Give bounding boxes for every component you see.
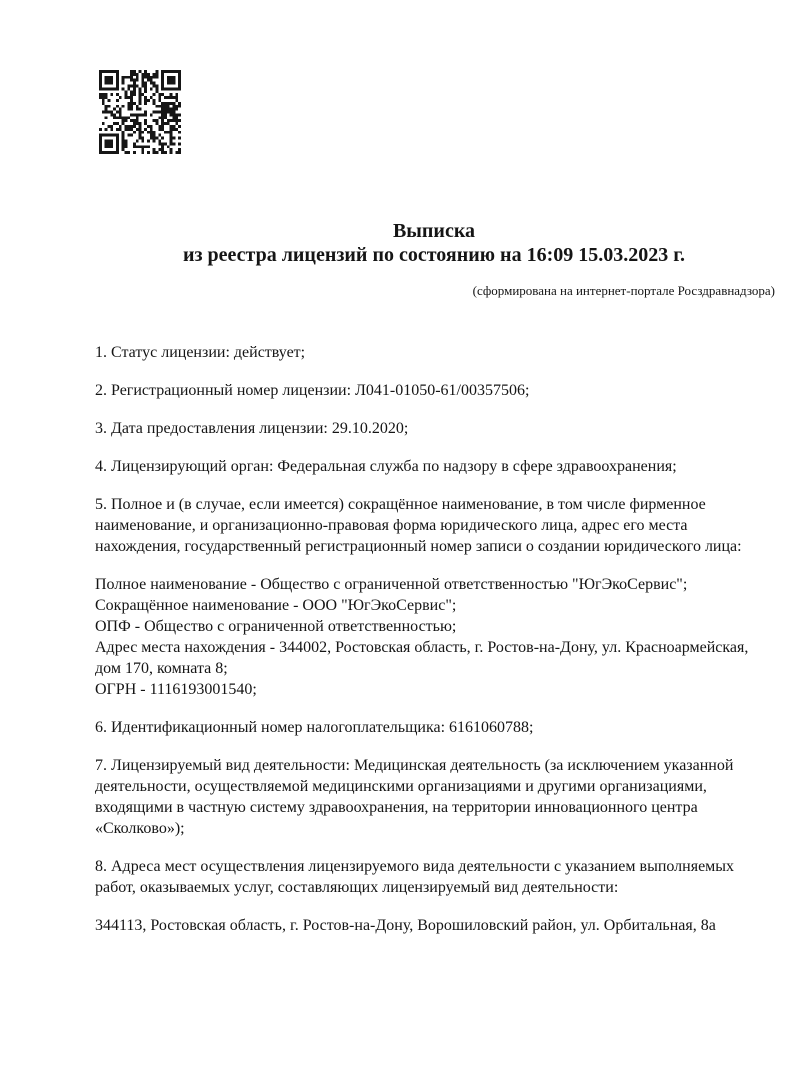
text-line: входящими в частную систему здравоохранения, на территории инновационного центра [95,799,698,816]
paragraph-grant-date [95,418,795,439]
text-line: 5. Полное и (в случае, если имеется) сокращённое наименование, в том числе фирменное [95,496,706,513]
text-line: 344113, Ростовская область, г. Ростов-на-Дону, Ворошиловский район, ул. Орбитальная, 8а [95,917,716,934]
paragraph-taxpayer-id [95,717,795,738]
text-line: ОГРН - 1116193001540; [95,681,257,698]
paragraph-license-status [95,342,795,363]
text-line: дом 170, комната 8; [95,660,228,677]
title-line-2: из реестра лицензий по состоянию на 16:09 15.03.2023 г. [182,244,686,266]
text-line: 8. Адреса мест осуществления лицензируемого вида деятельности с указанием выполняемых [95,858,735,875]
text-line: 4. Лицензирующий орган: Федеральная служба по надзору в сфере здравоохранения; [95,458,677,475]
qr-code-icon [99,70,181,154]
text-line: работ, оказываемых услуг, составляющих лицензируемый вид деятельности: [95,879,619,896]
paragraph-organization-details [95,574,795,700]
text-line: ОПФ - Общество с ограниченной ответственностью; [95,618,457,635]
text-line: деятельности, осуществляемой медицинскими организациями и другими организациями, [95,778,707,795]
text-line: нахождения, государственный регистрационный номер записи о создании юридического лица: [95,538,742,555]
paragraph-registration-number [95,380,795,401]
text-line: 3. Дата предоставления лицензии: 29.10.2020; [95,420,409,437]
text-line: Адрес места нахождения - 344002, Ростовская область, г. Ростов-на-Дону, ул. Красноармейская, [95,639,749,656]
text-line: 2. Регистрационный номер лицензии: Л041-01050-61/00357506; [95,382,530,399]
text-line: 6. Идентификационный номер налогоплательщика: 6161060788; [95,719,534,736]
text-line: 1. Статус лицензии: действует; [95,344,306,361]
paragraph-organization-naming-intro [95,494,795,557]
paragraph-licensing-authority [95,456,795,477]
document-body [95,342,795,953]
paragraph-activity-address [95,915,795,936]
paragraph-licensed-activity [95,755,795,839]
text-line: «Сколково»); [95,820,185,837]
text-line: Сокращённое наименование - ООО "ЮгЭкоСервис"; [95,597,457,614]
text-line: наименование, и организационно-правовая форма юридического лица, адрес его места [95,517,688,534]
document-subtitle: (сформирована на интернет-портале Росздравнадзора) [472,283,775,298]
text-line: Полное наименование - Общество с ограниченной ответственностью "ЮгЭкоСервис"; [95,576,688,593]
text-line: 7. Лицензируемый вид деятельности: Медицинская деятельность (за исключением указанной [95,757,734,774]
title-line-1: Выписка [392,220,476,242]
document-title [95,219,773,267]
paragraph-activity-addresses-intro [95,856,795,898]
